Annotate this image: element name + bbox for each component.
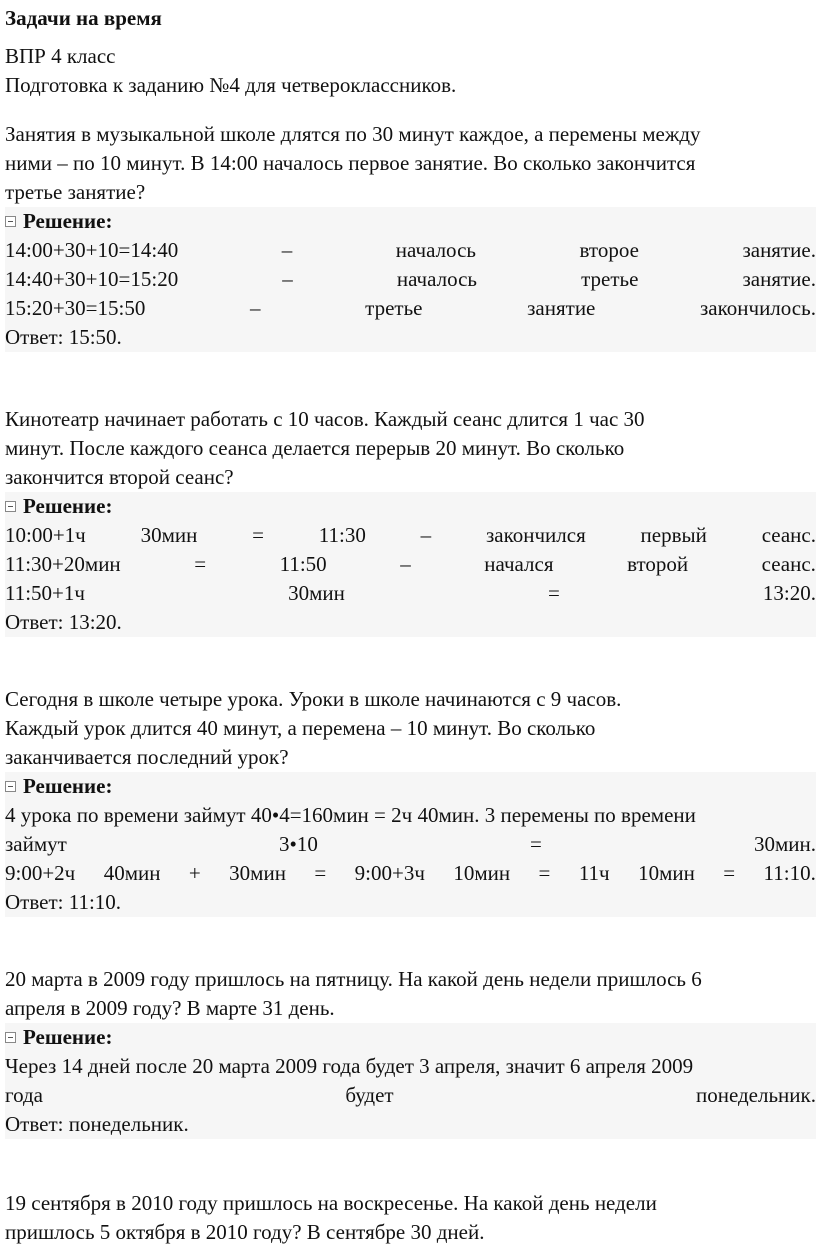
solution-answer: Ответ: 15:50. [5,325,122,349]
solution-answer: Ответ: 11:10. [5,890,122,914]
solution-label: Решение: [23,774,113,798]
solution-label: Решение: [23,209,113,233]
solution-token: закончился [485,523,586,547]
solution-token: понедельник. [695,1083,816,1107]
solution-answer: Ответ: 13:20. [5,610,122,634]
solution-block [5,772,816,917]
solution-token: – [282,267,293,291]
solution-token: 11:30+20мин [5,552,121,576]
question-line: Сегодня в школе четыре урока. Уроки в школе начинаются с 9 часов. [5,687,622,711]
solution-token: = [538,861,551,885]
task-question [5,965,816,1023]
question-line: апреля в 2009 году? В марте 31 день. [5,996,335,1020]
solution-token: 11ч [578,861,610,885]
collapse-icon[interactable] [5,781,16,792]
collapse-icon[interactable] [5,501,16,512]
solution-block [5,1023,816,1139]
collapse-icon[interactable] [5,216,16,227]
intro [5,42,456,100]
question-line: Занятия в музыкальной школе длятся по 30 минут каждое, а перемены между [5,122,701,146]
intro-description: Подготовка к заданию №4 для четвероклассников. [5,73,457,97]
question-line: третье занятие? [5,180,146,204]
question-line: заканчивается последний урок? [5,745,289,769]
solution-token: 10:00+1ч [5,523,86,547]
solution-token: сеанс. [761,552,816,576]
solution-token: 30мин [229,861,286,885]
solution-token: + [188,861,201,885]
solution-line [5,294,816,323]
solution-token: = [547,581,560,605]
solution-token: второй [627,552,689,576]
task-2 [5,405,816,637]
solution-token: начался [484,552,554,576]
task-1 [5,120,816,352]
solution-token: 30мин [140,523,198,547]
solution-line [5,521,816,550]
task-question [5,685,816,772]
task-4 [5,965,816,1139]
solution-line [5,859,816,888]
solution-token: первый [640,523,707,547]
solution-token: = [194,552,207,576]
collapse-icon[interactable] [5,1032,16,1043]
solution-token: занятие [527,296,596,320]
solution-token: 14:40+30+10=15:20 [5,267,179,291]
solution-line [5,830,816,859]
solution-line [5,236,816,265]
solution-token: года [5,1083,43,1107]
solution-token: = [529,832,542,856]
task-question [5,120,816,207]
solution-token: 15:20+30=15:50 [5,296,146,320]
solution-token: 11:10. [763,861,816,885]
question-line: 20 марта в 2009 году пришлось на пятницу. На какой день недели пришлось 6 [5,967,702,991]
solution-token: занятие. [742,267,816,291]
solution-line [5,579,816,608]
solution-token: = [252,523,264,547]
solution-line [5,550,816,579]
solution-token: будет [345,1083,394,1107]
question-line: пришлось 5 октября в 2010 году? В сентябре 30 дней. [5,1220,485,1244]
solution-token: займут [5,832,67,856]
solution-line: 4 урока по времени займут 40•4=160мин = 2ч 40мин. 3 перемены по времени [5,803,696,827]
solution-token: 3•10 [278,832,318,856]
task-3 [5,685,816,917]
task-5 [5,1189,816,1247]
question-line: Каждый урок длится 40 минут, а перемена – 10 минут. Во сколько [5,716,596,740]
solution-token: второе [579,238,639,262]
solution-token: – [250,296,261,320]
solution-toggle[interactable] [5,772,816,801]
solution-answer: Ответ: понедельник. [5,1112,189,1136]
solution-token: 11:50 [279,552,327,576]
solution-token: 14:00+30+10=14:40 [5,238,179,262]
solution-token: 13:20. [762,581,816,605]
solution-toggle[interactable] [5,492,816,521]
solution-block [5,207,816,352]
solution-line [5,1081,816,1110]
solution-token: 10мин [638,861,695,885]
question-line: ними – по 10 минут. В 14:00 началось первое занятие. Во сколько закончится [5,151,696,175]
solution-toggle[interactable] [5,207,816,236]
solution-token: третье [581,267,639,291]
solution-token: началось [396,267,478,291]
intro-grade: ВПР 4 класс [5,44,116,68]
solution-token: = [723,861,736,885]
question-line: минут. После каждого сеанса делается перерыв 20 минут. Во сколько [5,436,625,460]
question-line: Кинотеатр начинает работать с 10 часов. Каждый сеанс длится 1 час 30 [5,407,645,431]
question-line: 19 сентября в 2010 году пришлось на воскресенье. На какой день недели [5,1191,657,1215]
solution-token: 30мин. [753,832,816,856]
solution-token: – [281,238,293,262]
solution-token: занятие. [742,238,816,262]
solution-token: 9:00+2ч [5,861,76,885]
solution-token: 9:00+3ч [354,861,425,885]
task-question [5,1189,816,1247]
solution-token: сеанс. [761,523,816,547]
solution-token: 10мин [453,861,511,885]
page-title: Задачи на время [5,6,162,30]
task-question [5,405,816,492]
question-line: закончится второй сеанс? [5,465,234,489]
solution-token: 40мин [103,861,161,885]
solution-line: Через 14 дней после 20 марта 2009 года будет 3 апреля, значит 6 апреля 2009 [5,1054,694,1078]
solution-token: 11:30 [318,523,366,547]
solution-token: – [400,552,411,576]
solution-token: = [314,861,327,885]
solution-line [5,265,816,294]
solution-token: началось [395,238,476,262]
solution-block [5,492,816,637]
solution-label: Решение: [23,494,113,518]
solution-label: Решение: [23,1025,113,1049]
solution-token: 11:50+1ч [5,581,85,605]
solution-token: закончилось. [700,296,816,320]
solution-toggle[interactable] [5,1023,816,1052]
solution-token: 30мин [288,581,345,605]
solution-token: – [420,523,432,547]
solution-token: третье [365,296,423,320]
